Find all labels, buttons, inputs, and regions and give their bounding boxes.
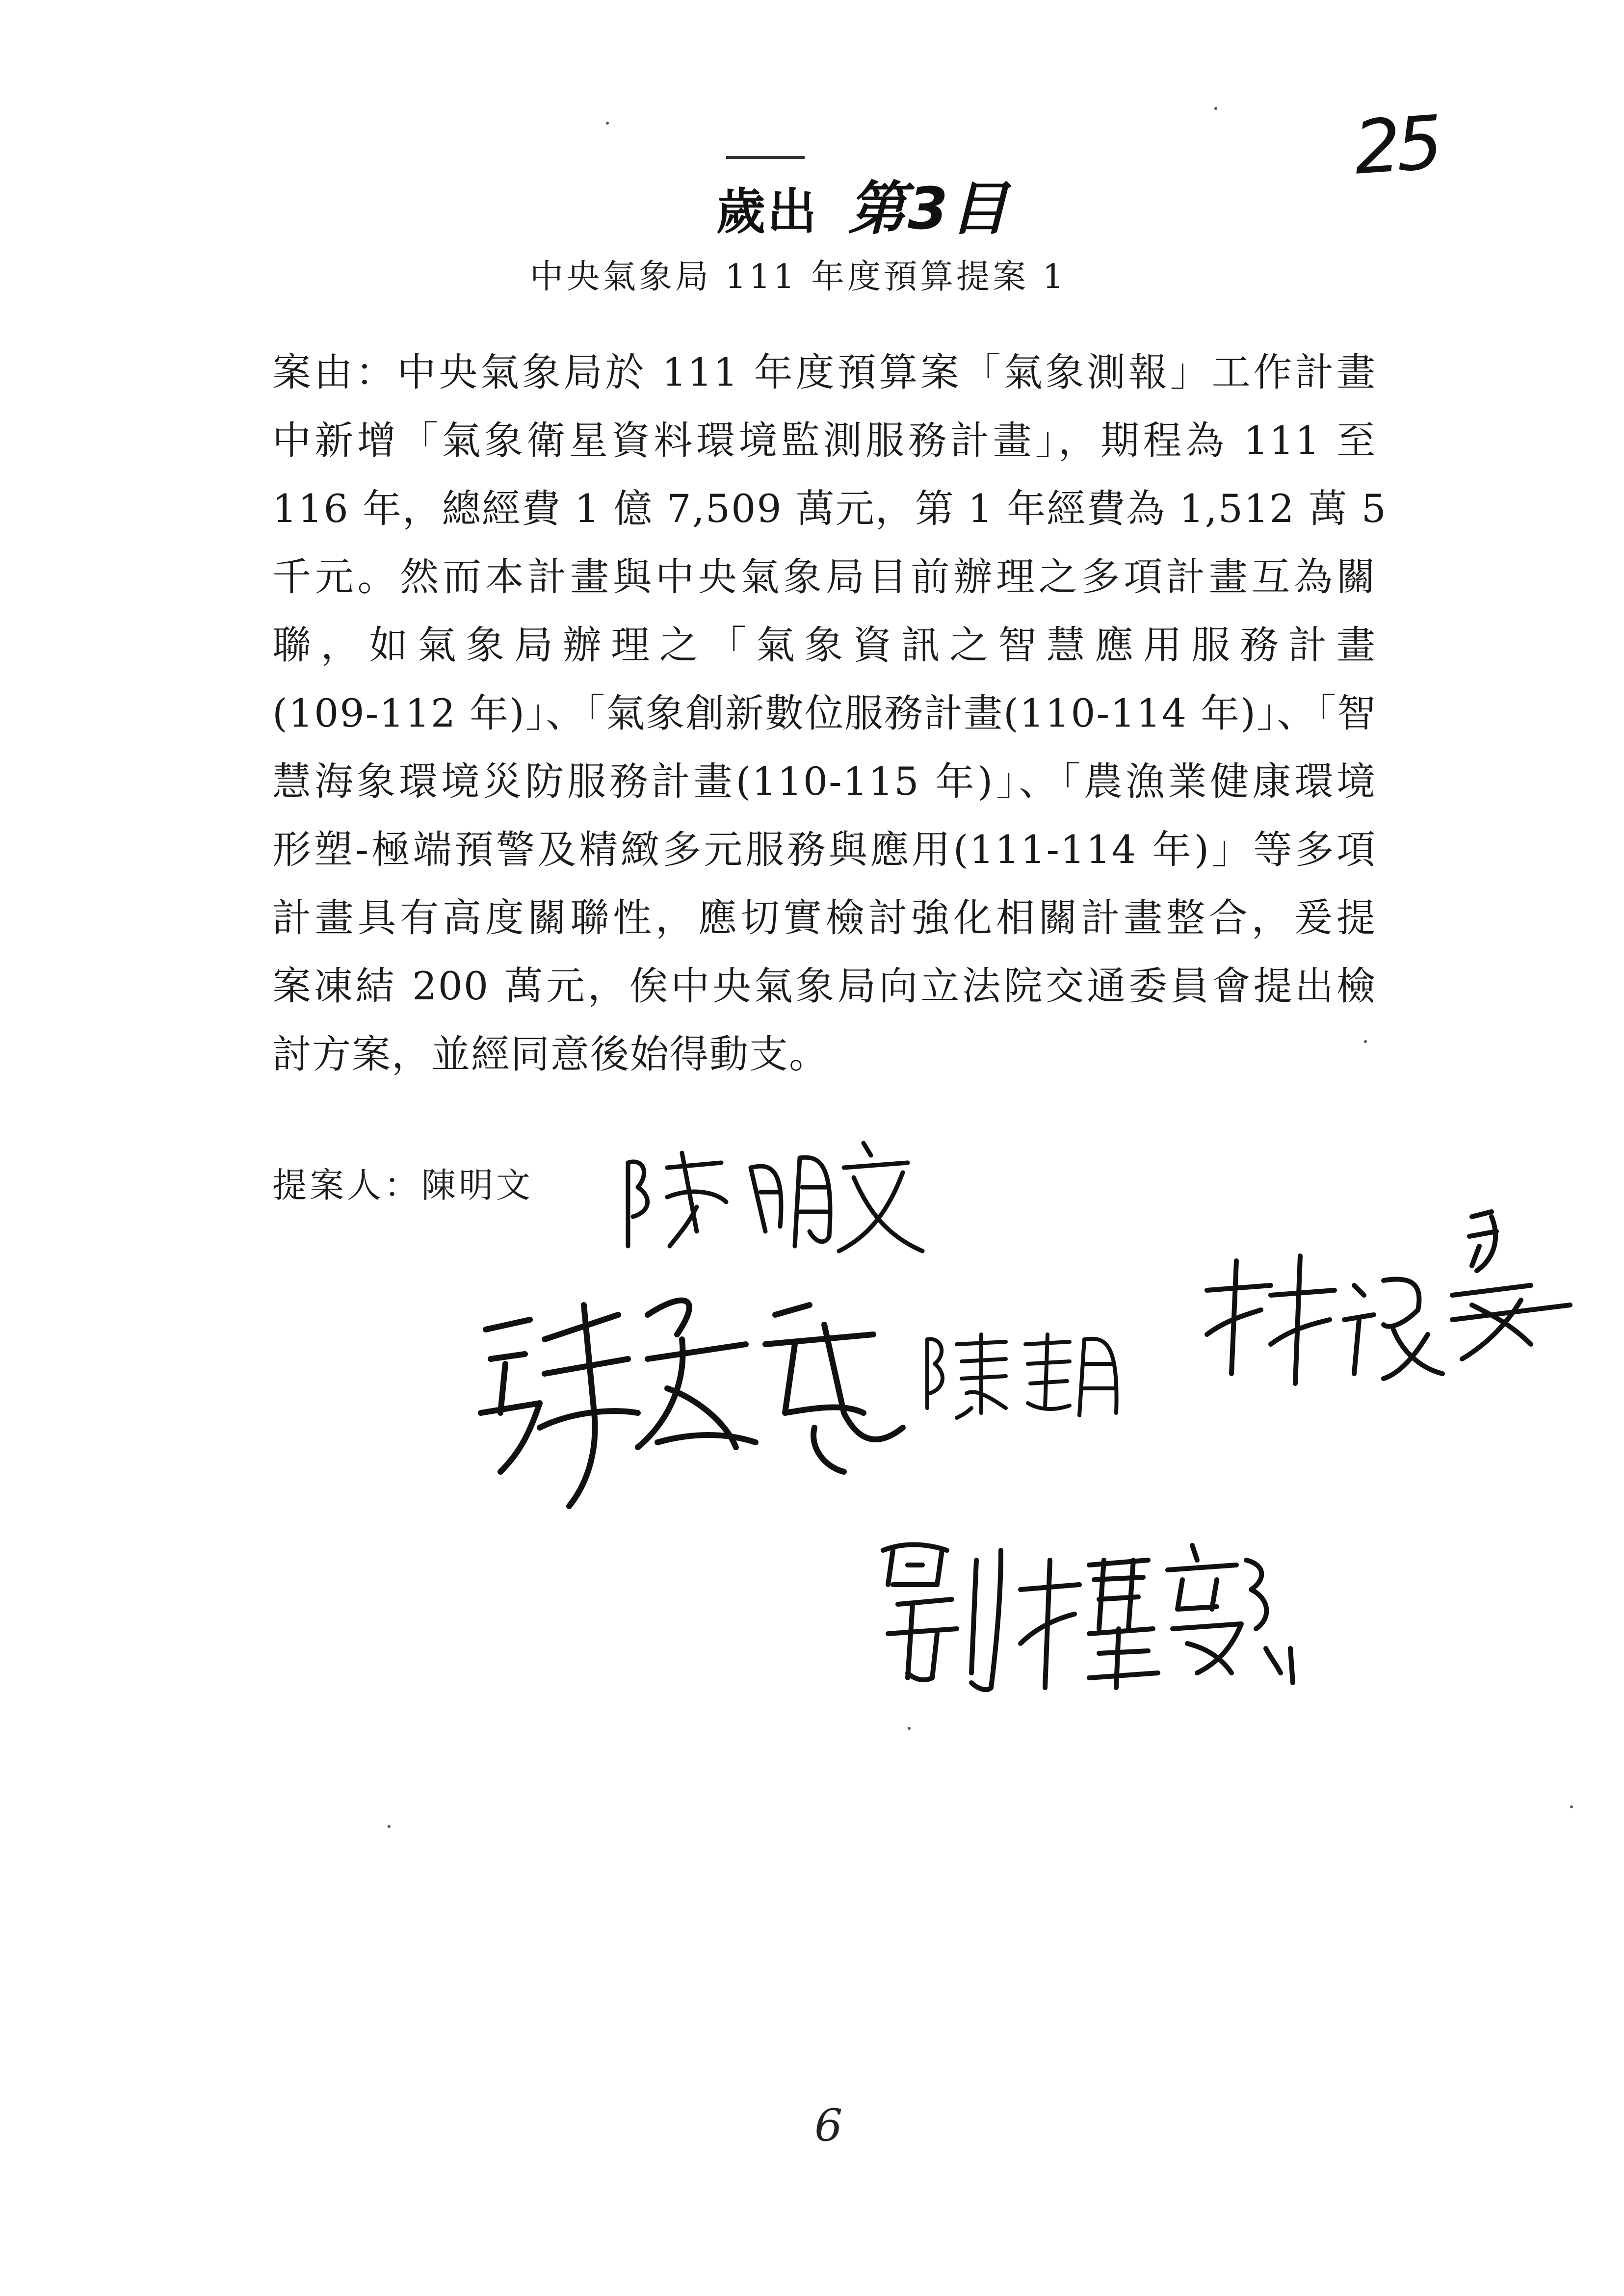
body-line: (109-112 年)」、「氣象創新數位服務計畫(110-114 年)」、「智: [272, 691, 1377, 736]
scan-speck: [388, 1825, 391, 1828]
body-line: 討方案，並經同意後始得動支。: [272, 1032, 829, 1077]
body-line: 案凍結 200 萬元，俟中央氣象局向立法院交通委員會提出檢: [272, 964, 1376, 1009]
body-line: 千元。然而本計畫與中央氣象局目前辦理之多項計畫互為關: [272, 554, 1376, 600]
section-number: 第3目: [848, 175, 1010, 242]
body-line: 計畫具有高度關聯性，應切實檢討強化相關計畫整合，爰提: [272, 895, 1376, 940]
scan-speck: [908, 1727, 911, 1730]
body-line: 中新增「氣象衛星資料環境監測服務計畫」，期程為 111 至: [272, 418, 1376, 463]
heading-stamp-mark: [726, 156, 805, 159]
section-heading: [716, 162, 1010, 245]
body-line: 聯，如氣象局辦理之「氣象資訊之智慧應用服務計畫: [272, 623, 1376, 668]
signature-lin-chun-hsien: [1197, 1197, 1198, 1198]
scan-speck: [606, 122, 609, 125]
body-line: 形塑-極端預警及精緻多元服務與應用(111-114 年)」等多項: [272, 827, 1376, 872]
document-subtitle: 中央氣象局 111 年度預算提案 1: [530, 258, 1067, 296]
signature-chen-ming-wen: [623, 1133, 624, 1134]
proposer-label: 提案人：陳明文: [272, 1165, 533, 1205]
handwritten-page-number: 25: [1351, 100, 1441, 191]
body-line: 案由：中央氣象局於 111 年度預算案「氣象測報」工作計畫: [272, 350, 1376, 395]
body-line: 慧海象環境災防服務計畫(110-115 年)」、「農漁業健康環境: [272, 759, 1376, 804]
proposal-body: [272, 339, 1388, 1089]
scan-speck: [1570, 1805, 1573, 1808]
section-label: 歲出: [716, 183, 818, 240]
footer-page-number: 6: [814, 2100, 843, 2151]
scan-speck: [1214, 107, 1217, 110]
body-line: 116 年，總經費 1 億 7,509 萬元，第 1 年經費為 1,512 萬 5: [272, 486, 1388, 531]
scan-speck: [1364, 1040, 1367, 1043]
